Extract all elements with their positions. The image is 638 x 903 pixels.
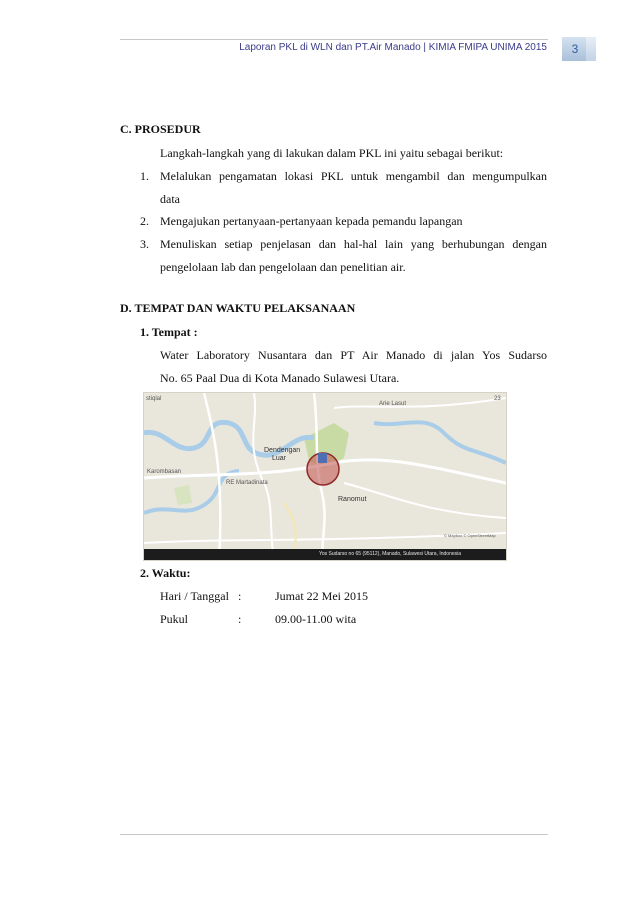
map-label: Karombasan <box>147 469 182 475</box>
footer-rule <box>120 834 548 835</box>
row-value: 09.00-11.00 wita <box>275 612 357 626</box>
header-rule <box>120 39 548 40</box>
list-text: Melalukan pengamatan lokasi PKL untuk mengambil dan mengumpulkan <box>160 169 547 183</box>
page-number-badge: 3 <box>562 37 588 61</box>
row-label: Hari / Tanggal <box>160 589 229 603</box>
section-c-intro: Langkah-langkah yang di lakukan dalam PKL ini yaitu sebagai berikut: <box>160 146 504 160</box>
tempat-heading: 1. Tempat : <box>140 325 198 339</box>
list-number: 3. <box>140 237 149 251</box>
map-label: RE Martadinata <box>226 480 268 486</box>
map-label: Luar <box>272 455 287 462</box>
running-header: Laporan PKL di WLN dan PT.Air Manado | KIMIA FMIPA UNIMA 2015 <box>239 42 547 53</box>
map-label: 23 <box>494 396 501 402</box>
row-value: Jumat 22 Mei 2015 <box>275 589 368 603</box>
map-label: Ranomut <box>338 496 367 503</box>
map-credits: © Mapbox © OpenStreetMap <box>444 533 496 538</box>
list-text-continued: data <box>160 192 180 206</box>
location-pin <box>318 453 327 463</box>
section-c-title: C. PROSEDUR <box>120 122 201 136</box>
map-label: stiqlal <box>146 396 162 402</box>
list-text: Menuliskan setiap penjelasan dan hal-hal lain yang berhubungan dengan <box>160 237 547 251</box>
tempat-text-continued: No. 65 Paal Dua di Kota Manado Sulawesi Utara. <box>160 371 400 385</box>
list-text: Mengajukan pertanyaan-pertanyaan kepada pemandu lapangan <box>160 214 463 228</box>
waktu-heading: 2. Waktu: <box>140 566 191 580</box>
map-caption: Yos Sudarso no 65 (95112), Manado, Sulawesi Utara, Indonesia <box>319 551 462 557</box>
map-label: Dendengan <box>264 447 301 454</box>
map-caption-bar <box>144 549 506 560</box>
list-text-continued: pengelolaan lab dan pengelolaan dan penelitian air. <box>160 260 406 274</box>
row-separator: : <box>238 589 242 603</box>
row-label: Pukul <box>160 612 189 626</box>
row-separator: : <box>238 612 242 626</box>
section-d-title: D. TEMPAT DAN WAKTU PELAKSANAAN <box>120 301 356 315</box>
list-number: 2. <box>140 214 149 228</box>
location-map <box>143 392 507 561</box>
list-number: 1. <box>140 169 149 183</box>
map-label: Arie Lasut <box>379 401 407 407</box>
tempat-text: Water Laboratory Nusantara dan PT Air Manado di jalan Yos Sudarso <box>160 348 547 362</box>
